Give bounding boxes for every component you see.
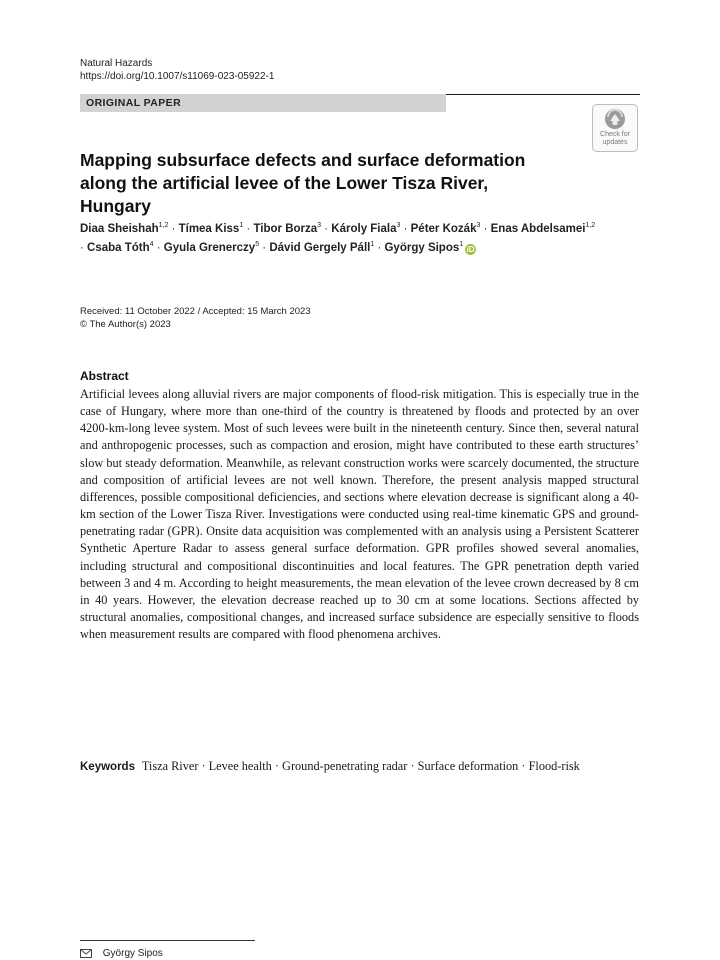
author-name[interactable] — [269, 242, 374, 254]
author-separator: · — [243, 223, 254, 235]
author-separator: · — [168, 223, 179, 235]
author-name-text: Tibor Borza — [253, 223, 318, 235]
author-name[interactable] — [87, 242, 154, 254]
abstract-text: Artificial levees along alluvial rivers are major components of flood-risk mitigation. This is especially true in the case of Hungary, where more than one-third of the country is threatened by floods and protected by an over 4200-km-long levee system. Most of such levees were built in the nineteenth century. Since then, several natural and anthropogenic processes, such as compaction and erosion, might have contributed to these earth structures’ slow but steady deformation. Meanwhile, as relevant construction works were scarcely documented, the structure and composition of artificial levees are not well known. Therefore, the present analysis mapped structural differences, possible compositional deficiencies, and sections where elevation decrease is significant along a 40-km section of the Lower Tisza River. Investigations were conducted using real-time kinematic GPS and ground-penetrating radar (GPR). Onsite data acquisition was complemented with an analysis using a Persistent Scatterer Synthetic Aperture Radar to assess general surface deformation. GPR profiles showed several anomalies, including structural and compositional discontinuities and local features. The GPR penetration depth varied between 3 and 4 m. According to height measurements, the mean elevation of the levee crown decreased by 8 cm in 40 years. However, the elevation decrease reached up to 30 cm at some locations. Sections affected by structural anomalies, compositional changes, and increased surface subsidence are especially sensitive to floods when measurement results are compared with flood phenomena archives. — [80, 387, 639, 642]
article-dates — [80, 305, 311, 331]
author-affiliation: 3 — [476, 222, 481, 230]
author-separator: · — [153, 242, 164, 254]
author-name[interactable] — [164, 242, 259, 254]
author-separator: · — [80, 242, 88, 254]
keywords-heading: Keywords — [80, 761, 135, 773]
author-list — [80, 220, 600, 258]
author-name[interactable] — [384, 242, 476, 254]
author-separator: · — [480, 223, 491, 235]
author-affiliation: 5 — [255, 241, 260, 249]
author-name-text: Csaba Tóth — [87, 242, 150, 254]
author-separator: · — [374, 242, 385, 254]
author-name[interactable] — [491, 223, 596, 235]
header-rule — [446, 94, 640, 95]
keywords-text: Tisza River · Levee health · Ground-penetrating radar · Surface deformation · Flood-risk — [141, 759, 580, 773]
author-name-text: Dávid Gergely Páll — [269, 242, 371, 254]
author-name-text: Gyula Grenerczy — [163, 242, 256, 254]
author-name-text: Péter Kozák — [410, 223, 477, 235]
author-affiliation: 4 — [149, 241, 154, 249]
check-for-updates-icon — [604, 108, 626, 130]
author-affiliation: 1 — [239, 222, 244, 230]
author-affiliation: 1,2 — [158, 222, 169, 230]
author-name-text: Enas Abdelsamei — [490, 223, 586, 235]
author-name-text: Károly Fiala — [331, 223, 397, 235]
copyright-notice: © The Author(s) 2023 — [80, 319, 171, 330]
author-name[interactable] — [411, 223, 481, 235]
author-name-text: Diaa Sheishah — [80, 223, 159, 235]
author-affiliation: 1 — [370, 241, 375, 249]
author-name[interactable] — [253, 223, 321, 235]
check-for-updates-text: Check for updates — [600, 131, 630, 146]
author-affiliation: 1 — [459, 241, 464, 249]
doi-link[interactable]: https://doi.org/10.1007/s11069-023-05922-1 — [80, 71, 275, 82]
author-affiliation: 3 — [396, 222, 401, 230]
author-name-text: Tímea Kiss — [178, 223, 240, 235]
author-affiliation: 3 — [317, 222, 322, 230]
journal-header — [80, 57, 274, 83]
corresponding-author-name[interactable]: György Sipos — [102, 948, 163, 959]
author-name-text: György Sipos — [384, 242, 460, 254]
author-name[interactable] — [179, 223, 244, 235]
author-separator: · — [400, 223, 411, 235]
check-for-updates-badge[interactable] — [592, 104, 638, 152]
journal-name: Natural Hazards — [80, 58, 153, 69]
corresponding-author-footnote — [80, 948, 163, 959]
author-separator: · — [321, 223, 332, 235]
received-accepted-dates: Received: 11 October 2022 / Accepted: 15 March 2023 — [80, 306, 311, 317]
article-type-label: ORIGINAL PAPER — [80, 94, 446, 112]
author-name[interactable] — [80, 223, 168, 235]
author-separator: · — [259, 242, 270, 254]
keywords-section — [80, 758, 639, 777]
footnote-rule — [80, 940, 255, 941]
article-title: Mapping subsurface defects and surface deformation along the artificial levee of the Lower Tisza River, Hungary — [80, 150, 526, 216]
author-affiliation: 1,2 — [585, 222, 596, 230]
abstract-heading: Abstract — [80, 369, 129, 383]
author-name[interactable] — [331, 223, 400, 235]
orcid-icon[interactable]: iD — [466, 245, 475, 254]
envelope-icon — [80, 949, 92, 958]
